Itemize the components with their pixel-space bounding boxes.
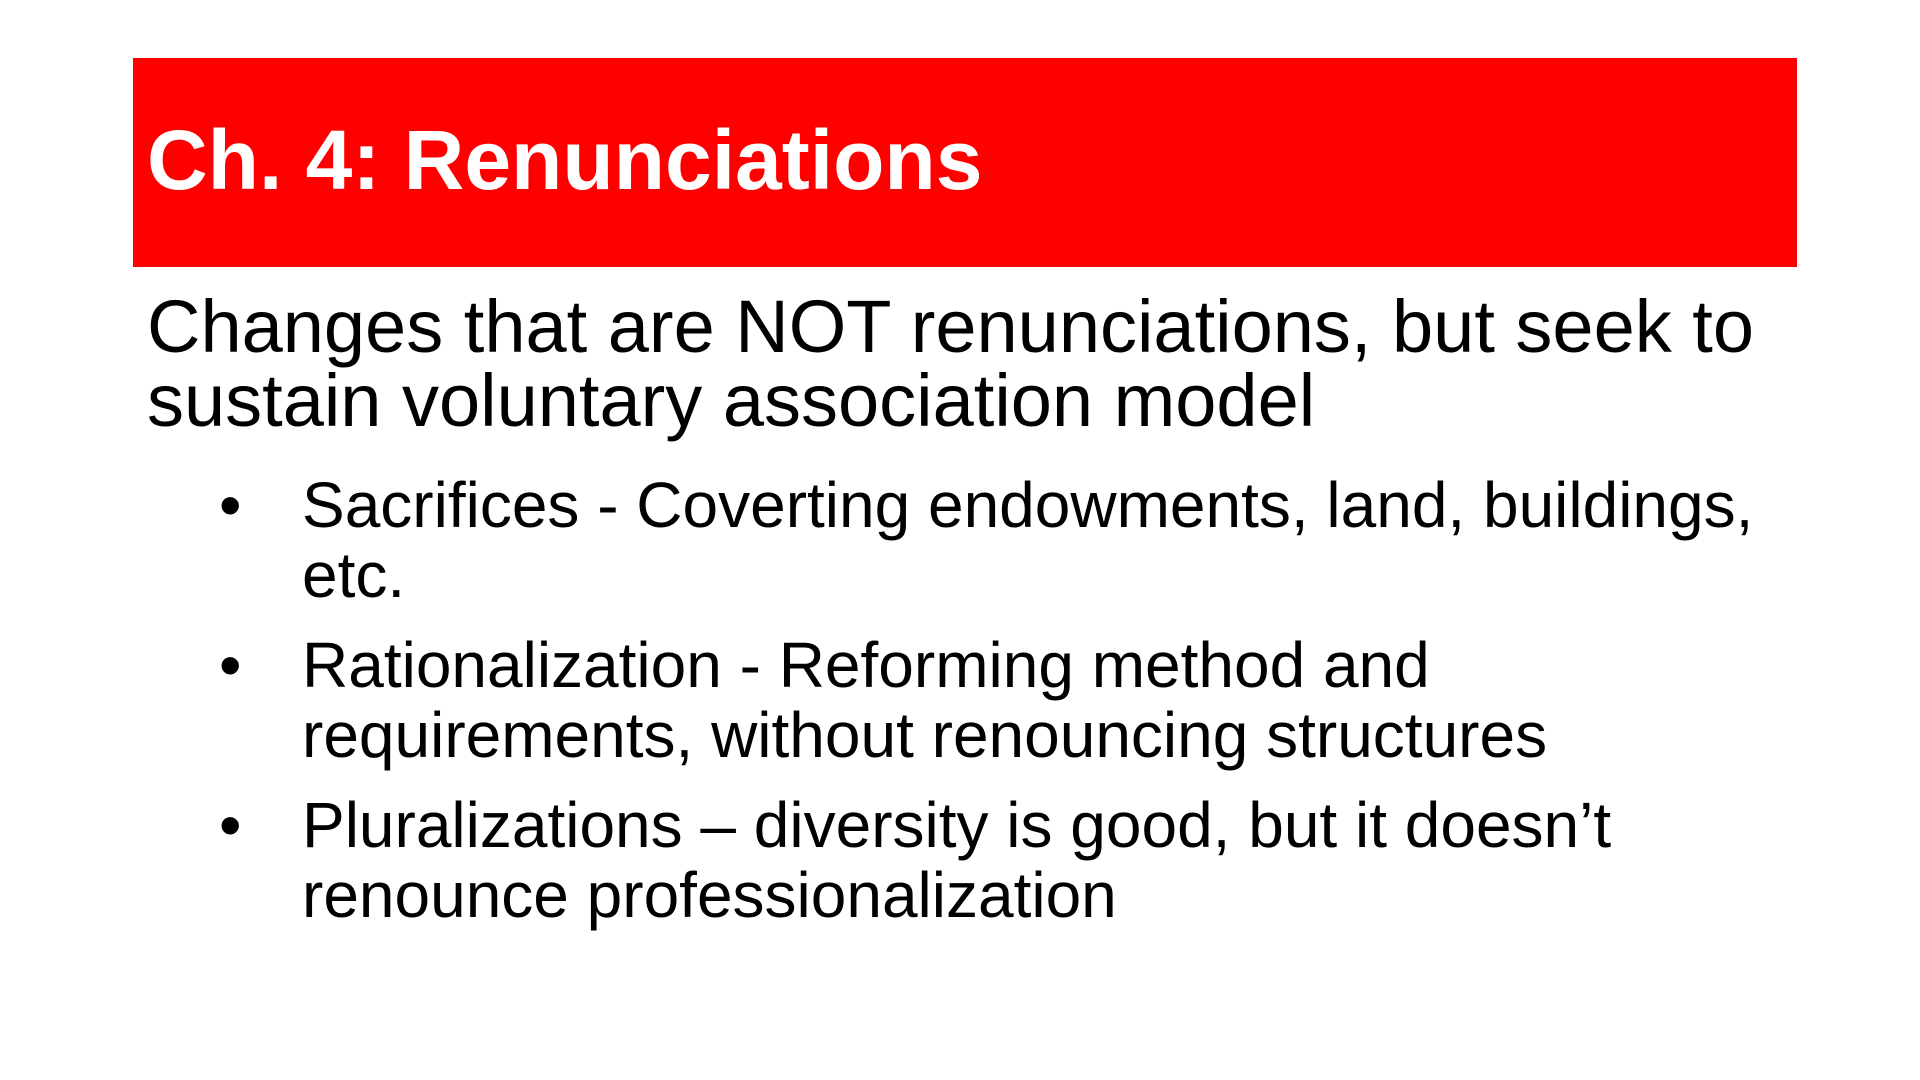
bullet-icon: • bbox=[219, 629, 242, 701]
bullet-separator: – bbox=[682, 789, 754, 861]
bullet-text: Coverting endowments, land, buildings, etc. bbox=[302, 469, 1754, 611]
bullet-list bbox=[147, 470, 1807, 930]
bullet-icon: • bbox=[219, 469, 242, 541]
title-bar bbox=[133, 58, 1797, 267]
intro-text-before: Changes that are bbox=[147, 285, 736, 368]
bullet-term: Pluralizations bbox=[302, 789, 683, 861]
intro-emphasis: NOT bbox=[735, 285, 891, 368]
bullet-icon: • bbox=[219, 789, 242, 861]
intro-text-after: renunciations, but seek to sustain voluntary association model bbox=[147, 285, 1755, 442]
bullet-term: Rationalization bbox=[302, 629, 722, 701]
intro-paragraph bbox=[147, 285, 1807, 442]
bullet-item-pluralizations bbox=[147, 790, 1807, 930]
bullet-separator: - bbox=[721, 629, 779, 701]
bullet-separator: - bbox=[579, 469, 637, 541]
bullet-item-sacrifices bbox=[147, 470, 1807, 610]
bullet-term: Sacrifices bbox=[302, 469, 580, 541]
bullet-text: Reforming method and requirements, without renouncing structures bbox=[302, 629, 1548, 771]
slide-content bbox=[147, 285, 1807, 950]
bullet-item-rationalization bbox=[147, 630, 1807, 770]
slide-title: Ch. 4: Renunciations bbox=[147, 113, 983, 207]
bullet-text: diversity is good, but it doesn’t renounce professionalization bbox=[302, 789, 1612, 931]
